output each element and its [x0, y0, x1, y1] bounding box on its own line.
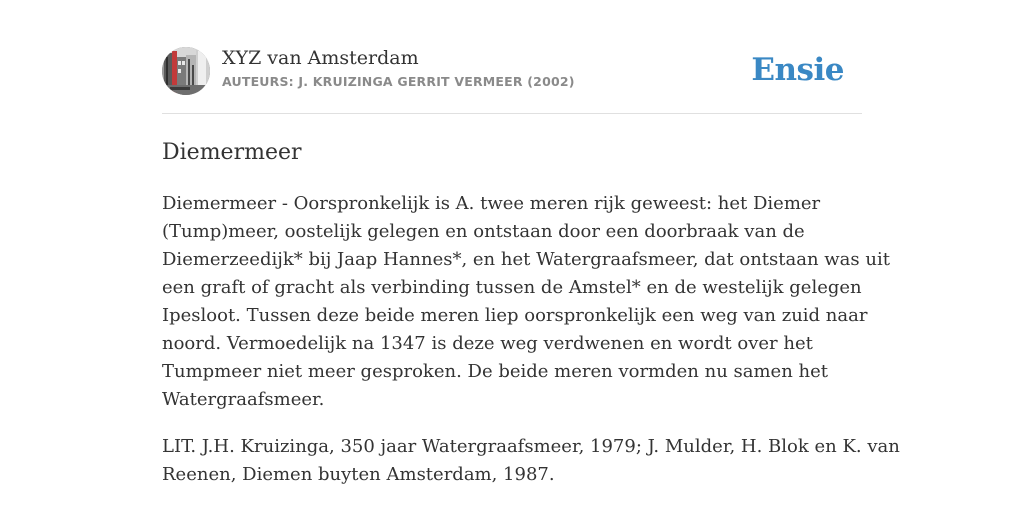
text-line: Diemerzeedijk* bij Jaap Hannes*, en het Watergraafsmeer, dat ontstaan was uit — [162, 249, 890, 270]
text-line: een graft of gracht als verbinding tussen de Amstel* en de westelijk gelegen — [162, 277, 862, 298]
text-line: (Tump)meer, oostelijk gelegen en ontstaan door een doorbraak van de — [162, 221, 805, 242]
literature-paragraph — [162, 433, 900, 489]
header-divider — [162, 113, 862, 114]
source-avatar[interactable] — [162, 47, 210, 95]
entry-title: Diemermeer — [162, 140, 302, 165]
entry-card — [162, 0, 900, 512]
ensie-logo[interactable]: Ensie — [751, 52, 844, 88]
source-header — [162, 46, 862, 98]
book-cover-photo-icon — [162, 47, 210, 95]
source-title[interactable]: XYZ van Amsterdam — [222, 47, 419, 69]
text-line: Reenen, Diemen buyten Amsterdam, 1987. — [162, 464, 555, 485]
text-line: LIT. J.H. Kruizinga, 350 jaar Watergraafsmeer, 1979; J. Mulder, H. Blok en K. van — [162, 436, 900, 457]
text-line: Ipesloot. Tussen deze beide meren liep oorspronkelijk een weg van zuid naar — [162, 305, 868, 326]
entry-paragraph — [162, 190, 890, 414]
text-line: Watergraafsmeer. — [162, 389, 325, 410]
text-line: Tumpmeer niet meer gesproken. De beide meren vormden nu samen het — [162, 361, 828, 382]
source-authors: AUTEURS: J. KRUIZINGA GERRIT VERMEER (2002) — [222, 74, 575, 89]
entry-body — [162, 190, 900, 489]
text-line: Diemermeer - Oorspronkelijk is A. twee meren rijk geweest: het Diemer — [162, 193, 821, 214]
text-line: noord. Vermoedelijk na 1347 is deze weg verdwenen en wordt over het — [162, 333, 813, 354]
